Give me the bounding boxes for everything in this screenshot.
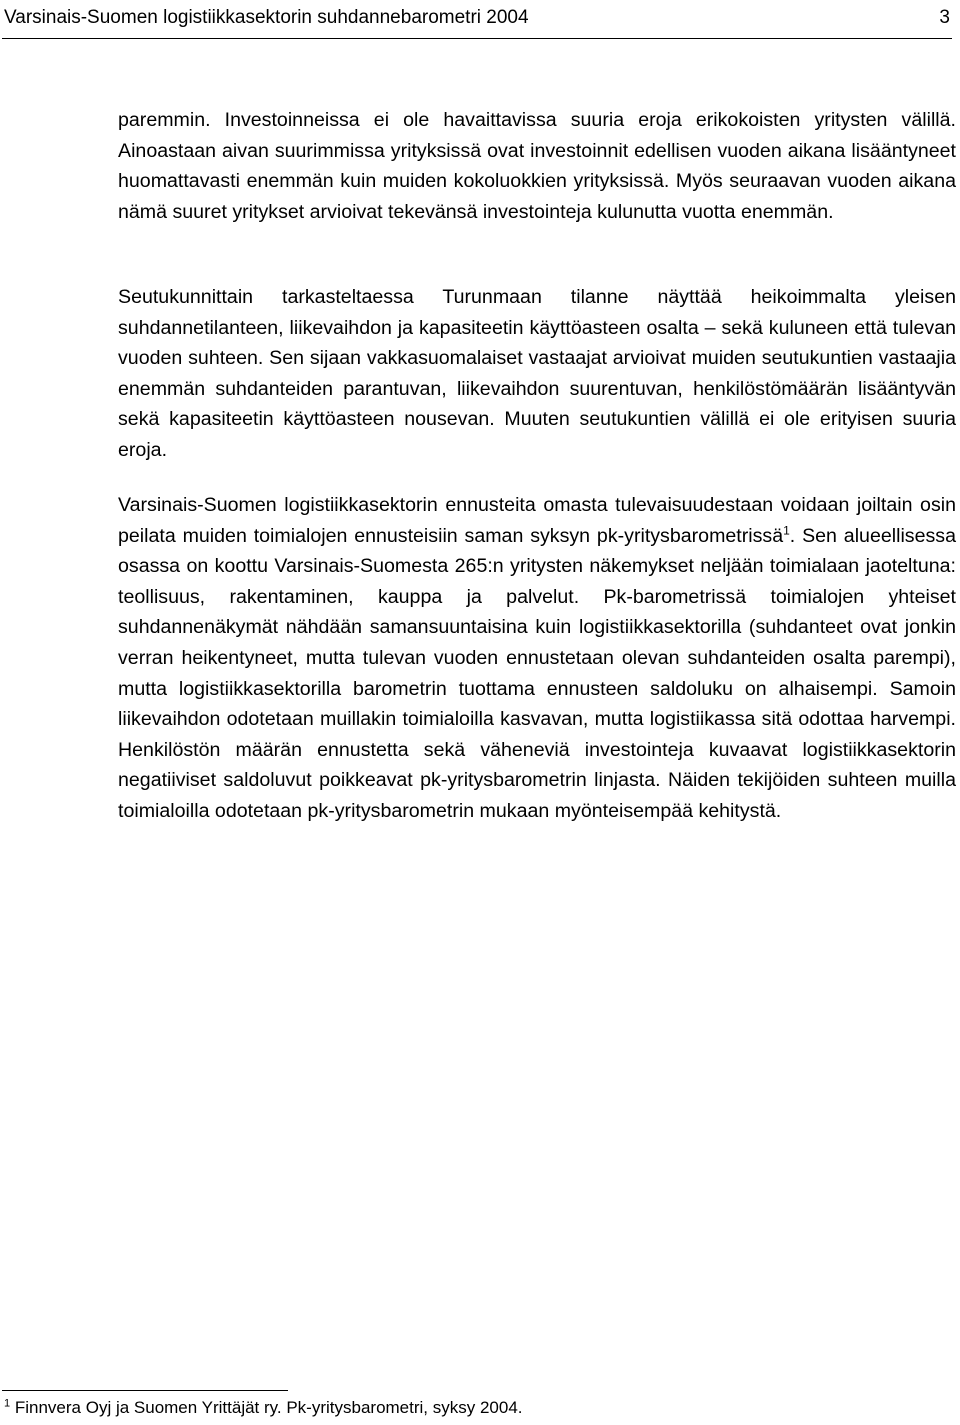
footnote-divider xyxy=(2,1390,288,1391)
paragraph-investments xyxy=(118,105,956,227)
footnote xyxy=(4,1396,523,1420)
paragraph-text-end: . Sen alueellisessa osassa on koottu Varsinais-Suomesta 265:n yritysten näkemykset neljään toimialaan jaoteltuna: teollisuus, rakentaminen, kauppa ja palvelut. Pk-barometrissä toimialojen yhteiset suhdannenäkymät nähdään samansuuntaisina kuin logistiikkasektorilla (suhdanteet ovat jonkin verran heikentyneet, mutta tulevan vuoden ennustetaan olevan suhdanteiden osalta parempi), mutta logistiikkasektorilla barometrin tuottama ennusteen saldoluku on alhaisempi. Samoin liikevaihdon odotetaan muillakin toimialoilla kasvavan, mutta logistiikassa sitä odottaa harvempi. Henkilöstön määrän ennustetta sekä väheneviä investointeja kuvaavat logistiikkasektorin negatiiviset saldoluvut poikkeavat pk-yritysbarometrin linjasta. Näiden tekijöiden suhteen muilla toimialoilla odotetaan pk-yritysbarometrin mukaan myönteisempää kehitystä. xyxy=(118,524,956,822)
paragraph-text xyxy=(118,490,956,827)
paragraph-text: Seutukunnittain tarkasteltaessa Turunmaan tilanne näyttää heikoimmalta yleisen suhdannetilanteen, liikevaihdon ja kapasiteetin käyttöasteen osalta – sekä kuluneen että tulevan vuoden suhteen. Sen sijaan vakkasuomalaiset vastaajat arvioivat muiden seutukuntien vastaajia enemmän suhdanteiden parantuvan, liikevaihdon suurentuvan, henkilöstömäärän lisääntyvän sekä kapasiteetin käyttöasteen nousevan. Muuten seutukuntien välillä ei ole erityisen suuria eroja. xyxy=(118,286,956,461)
page-number: 3 xyxy=(939,7,950,28)
paragraph-comparison xyxy=(118,490,956,827)
footnote-marker: 1 xyxy=(4,1397,11,1410)
footnote-text: Finnvera Oyj ja Suomen Yrittäjät ry. Pk-yritysbarometri, syksy 2004. xyxy=(14,1398,523,1417)
page-header xyxy=(2,4,952,39)
paragraph-text-start: Varsinais-Suomen logistiikkasektorin ennusteita omasta tulevaisuudestaan voidaan joiltain osin peilata muiden toimialojen ennusteisiin saman syksyn pk-yritysbarometrissä xyxy=(118,494,956,547)
paragraph-regions xyxy=(118,282,956,466)
footnote-reference[interactable]: 1 xyxy=(783,523,790,538)
document-title: Varsinais-Suomen logistiikkasektorin suhdannebarometri 2004 xyxy=(4,7,529,28)
paragraph-text: paremmin. Investoinneissa ei ole havaittavissa suuria eroja erikokoisten yritysten välillä. Ainoastaan aivan suurimmissa yrityksissä ovat investoinnit edellisen vuoden aikana lisääntyneet huomattavasti enemmän kuin muiden kokoluokkien yrityksissä. Myös seuraavan vuoden aikana nämä suuret yritykset arvioivat tekevänsä investointeja kulunutta vuotta enemmän. xyxy=(118,109,956,223)
